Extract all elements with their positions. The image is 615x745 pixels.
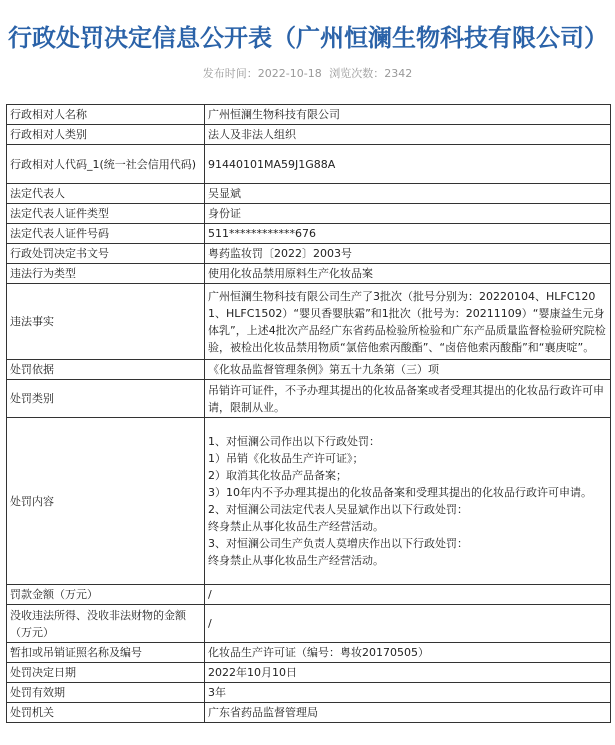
table-row [7, 703, 611, 723]
row-label: 处罚机关 [7, 703, 205, 723]
row-value: 《化妆品监督管理条例》第五十九条第（三）项 [205, 360, 611, 380]
penalty-line: 2、对恒澜公司法定代表人吴显斌作出以下行政处罚： [208, 503, 468, 516]
row-label: 违法事实 [7, 284, 205, 360]
table-row [7, 380, 611, 418]
row-value: 法人及非法人组织 [205, 125, 611, 145]
penalty-line: 3）10年内不予办理其提出的化妆品备案和受理其提出的化妆品行政许可申请。 [208, 486, 592, 499]
table-row [7, 643, 611, 663]
row-value: 使用化妆品禁用原料生产化妆品案 [205, 264, 611, 284]
table-row [7, 360, 611, 380]
row-label: 处罚内容 [7, 418, 205, 585]
row-label: 处罚依据 [7, 360, 205, 380]
table-row [7, 605, 611, 643]
row-label: 法定代表人证件类型 [7, 204, 205, 224]
row-value: 粤药监妆罚〔2022〕2003号 [205, 244, 611, 264]
penalty-line: 1）吊销《化妆品生产许可证》； [208, 452, 364, 465]
row-label: 行政处罚决定书文号 [7, 244, 205, 264]
row-value: 吴显斌 [205, 184, 611, 204]
row-value: 广州恒澜生物科技有限公司生产了3批次（批号分别为：20220104、HLFC1201、HLFC1502）“婴贝香婴肤霜”和1批次（批号为：20211109）“婴康益生元身体乳”，上述4批次产品经广东省药品检验所检验和广东产品质量监督检验研究院检验，被检出化妆品禁用物质“氯倍他索丙酸酯”、“卤倍他索丙酸酯”和“襄庚啶”。 [205, 284, 611, 360]
row-value: 3年 [205, 683, 611, 703]
table-row [7, 224, 611, 244]
row-label: 法定代表人 [7, 184, 205, 204]
table-row [7, 105, 611, 125]
page-title: 行政处罚决定信息公开表（广州恒澜生物科技有限公司） [8, 24, 608, 52]
table-row [7, 244, 611, 264]
table-row [7, 204, 611, 224]
row-value: / [205, 585, 611, 605]
penalty-line: 终身禁止从事化妆品生产经营活动。 [208, 520, 384, 533]
row-value: 吊销许可证件，不予办理其提出的化妆品备案或者受理其提出的化妆品行政许可申请，限制从业。 [205, 380, 611, 418]
row-value [205, 418, 611, 585]
penalty-line: 3、对恒澜公司生产负责人莫增庆作出以下行政处罚： [208, 537, 468, 550]
row-label: 处罚决定日期 [7, 663, 205, 683]
table-row [7, 125, 611, 145]
table-row [7, 145, 611, 184]
table-row [7, 585, 611, 605]
row-value: 化妆品生产许可证（编号：粤妆20170505） [205, 643, 611, 663]
row-label: 行政相对人代码_1(统一社会信用代码) [7, 145, 205, 184]
table-row [7, 663, 611, 683]
row-label: 行政相对人名称 [7, 105, 205, 125]
row-value: 广东省药品监督管理局 [205, 703, 611, 723]
row-value: 91440101MA59J1G88A [205, 145, 611, 184]
publish-meta [0, 66, 615, 82]
row-value: 2022年10月10日 [205, 663, 611, 683]
row-label: 暂扣或吊销证照名称及编号 [7, 643, 205, 663]
penalty-info-table [6, 104, 611, 723]
table-row [7, 418, 611, 585]
row-value: 身份证 [205, 204, 611, 224]
penalty-line: 终身禁止从事化妆品生产经营活动。 [208, 554, 384, 567]
row-label: 处罚有效期 [7, 683, 205, 703]
row-label: 行政相对人类别 [7, 125, 205, 145]
row-value: 511************676 [205, 224, 611, 244]
row-label: 法定代表人证件号码 [7, 224, 205, 244]
penalty-line: 2）取消其化妆品产品备案； [208, 469, 347, 482]
table-row [7, 683, 611, 703]
table-row [7, 184, 611, 204]
row-label: 没收违法所得、没收非法财物的金额（万元） [7, 605, 205, 643]
row-value: 广州恒澜生物科技有限公司 [205, 105, 611, 125]
table-row [7, 264, 611, 284]
row-label: 处罚类别 [7, 380, 205, 418]
publish-date: 发布时间：2022-10-18 [202, 67, 322, 80]
row-value: / [205, 605, 611, 643]
view-count: 浏览次数：2342 [329, 67, 413, 80]
row-label: 罚款金额（万元） [7, 585, 205, 605]
penalty-line: 1、对恒澜公司作出以下行政处罚： [208, 435, 380, 448]
row-label: 违法行为类型 [7, 264, 205, 284]
table-row [7, 284, 611, 360]
